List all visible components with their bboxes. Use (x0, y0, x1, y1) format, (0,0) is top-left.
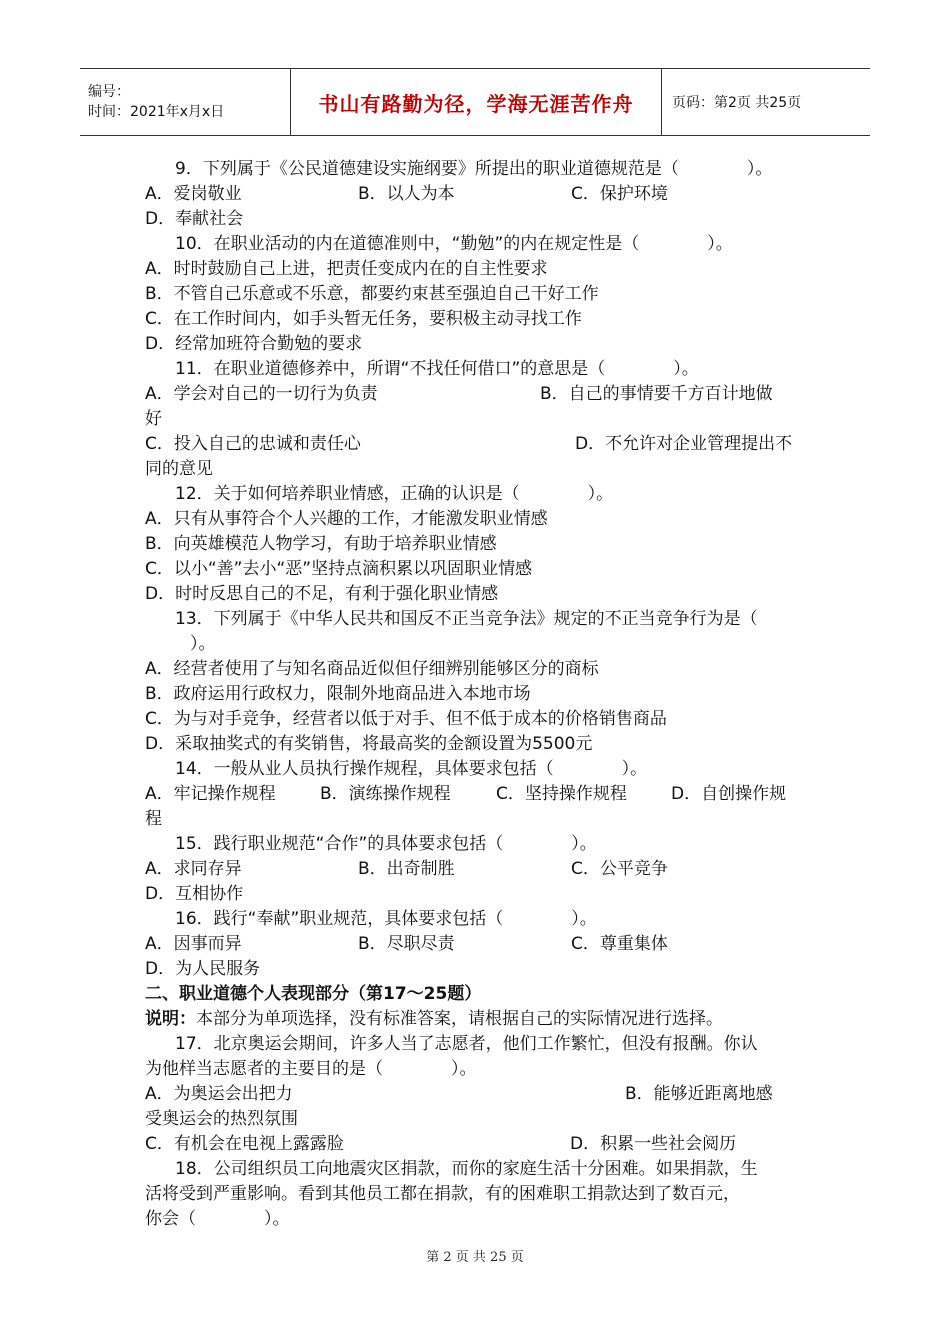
option: B．向英雄模范人物学习，有助于培养职业情感 (145, 534, 497, 554)
option: B．演练操作规程 (320, 784, 451, 804)
option: B．自己的事情要千方百计地做 (540, 384, 773, 404)
option: D．积累一些社会阅历 (570, 1134, 737, 1154)
question-stem: 15．践行职业规范“合作”的具体要求包括（ ）。 (175, 834, 597, 854)
question-stem: 14．一般从业人员执行操作规程，具体要求包括（ ）。 (175, 759, 648, 779)
option: C．保护环境 (571, 184, 668, 204)
option: B．政府运用行政权力，限制外地商品进入本地市场 (145, 684, 531, 704)
document-date-label: 时间：2021年x月x日 (88, 104, 225, 120)
option-continuation: 好 (145, 409, 162, 429)
header-motto: 书山有路勤为径，学海无涯苦作舟 (318, 91, 634, 116)
option-row (145, 932, 825, 957)
option: C．公平竞争 (571, 859, 668, 879)
option-row (145, 782, 825, 807)
option: D．为人民服务 (145, 959, 261, 979)
option: B．能够近距离地感 (625, 1084, 773, 1104)
option-row (145, 857, 825, 882)
option: D．采取抽奖式的有奖销售，将最高奖的金额设置为5500元 (145, 734, 593, 754)
option: D．经常加班符合勤勉的要求 (145, 334, 363, 354)
option: C．投入自己的忠诚和责任心 (145, 434, 361, 454)
question-stem: 16．践行“奉献”职业规范，具体要求包括（ ）。 (175, 909, 597, 929)
option: A．学会对自己的一切行为负责 (145, 384, 378, 404)
option-row (145, 382, 825, 407)
section-note-text: 本部分为单项选择，没有标准答案，请根据自己的实际情况进行选择。 (196, 1009, 723, 1029)
option: A．求同存异 (145, 859, 242, 879)
option-continuation: 程 (145, 809, 162, 829)
option: C．在工作时间内，如手头暂无任务，要积极主动寻找工作 (145, 309, 582, 329)
option-row (145, 1082, 825, 1107)
section-note-label: 说明： (145, 1009, 196, 1029)
question-stem-continuation: 活将受到严重影响。看到其他员工都在捐款，有的困难职工捐款达到了数百元， (145, 1184, 740, 1204)
page-footer: 第 2 页 共 25 页 (426, 1250, 524, 1265)
section-note (145, 1007, 825, 1032)
option-continuation: 受奥运会的热烈氛围 (145, 1109, 298, 1129)
document-body (145, 157, 825, 1232)
option-row (145, 182, 825, 207)
option: A．牢记操作规程 (145, 784, 276, 804)
option: D．奉献社会 (145, 209, 244, 229)
question-stem: 13．下列属于《中华人民共和国反不正当竞争法》规定的不正当竞争行为是（ (175, 609, 758, 629)
section-heading: 二、职业道德个人表现部分（第17～25题） (145, 984, 482, 1004)
question-stem: 12．关于如何培养职业情感，正确的认识是（ ）。 (175, 484, 614, 504)
header-meta-cell (80, 69, 291, 136)
question-stem: 9．下列属于《公民道德建设实施纲要》所提出的职业道德规范是（ ）。 (175, 159, 773, 179)
question-stem: 18．公司组织员工向地震灾区捐款，而你的家庭生活十分困难。如果捐款，生 (175, 1159, 758, 1179)
question-stem: 11．在职业道德修养中，所谓“不找任何借口”的意思是（ ）。 (175, 359, 699, 379)
option: A．为奥运会出把力 (145, 1084, 293, 1104)
option: B．尽职尽责 (358, 934, 455, 954)
option: A．时时鼓励自己上进，把责任变成内在的自主性要求 (145, 259, 548, 279)
option: D．不允许对企业管理提出不 (575, 434, 793, 454)
question-stem: 10．在职业活动的内在道德准则中，“勤勉”的内在规定性是（ ）。 (175, 234, 733, 254)
question-stem-continuation: 为他样当志愿者的主要目的是（ ）。 (145, 1059, 477, 1079)
option-continuation: 同的意见 (145, 459, 213, 479)
question-stem-continuation: ）。 (190, 634, 216, 654)
question-stem-continuation: 你会（ ）。 (145, 1209, 290, 1229)
option: B．以人为本 (358, 184, 455, 204)
page-header (80, 68, 870, 136)
option: C．为与对手竞争，经营者以低于对手、但不低于成本的价格销售商品 (145, 709, 667, 729)
option-row (145, 432, 825, 457)
document-number-label: 编号： (88, 84, 130, 100)
option: D．自创操作规 (671, 784, 787, 804)
option: C．坚持操作规程 (496, 784, 627, 804)
option: B．出奇制胜 (358, 859, 455, 879)
header-page-info: 页码：第2页 共25页 (662, 69, 871, 136)
option: C．以小“善”去小“恶”坚持点滴积累以巩固职业情感 (145, 559, 533, 579)
option: D．互相协作 (145, 884, 244, 904)
option: D．时时反思自己的不足，有利于强化职业情感 (145, 584, 499, 604)
option: A．经营者使用了与知名商品近似但仔细辨别能够区分的商标 (145, 659, 599, 679)
option-row (145, 1132, 825, 1157)
question-stem: 17．北京奥运会期间，许多人当了志愿者，他们工作繁忙，但没有报酬。你认 (175, 1034, 758, 1054)
option: B．不管自己乐意或不乐意，都要约束甚至强迫自己干好工作 (145, 284, 599, 304)
option: C．有机会在电视上露露脸 (145, 1134, 344, 1154)
option: A．因事而异 (145, 934, 242, 954)
option: C．尊重集体 (571, 934, 668, 954)
option: A．爱岗敬业 (145, 184, 242, 204)
header-motto-cell (291, 69, 662, 136)
option: A．只有从事符合个人兴趣的工作，才能激发职业情感 (145, 509, 548, 529)
